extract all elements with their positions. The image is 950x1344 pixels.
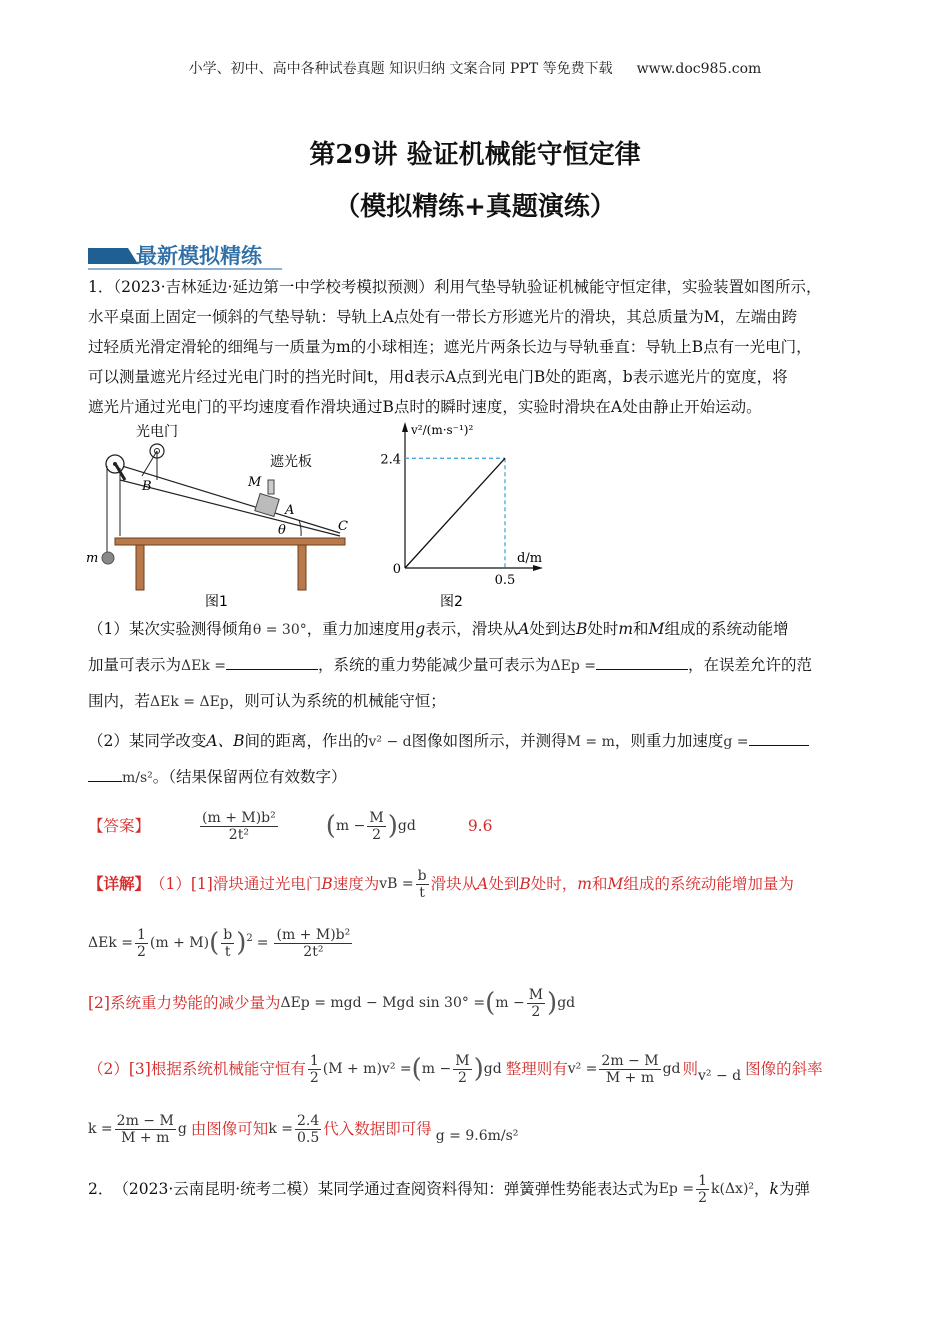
section-underline [88,268,282,270]
label-C: C [338,519,348,534]
question-1-part-1 [88,614,863,722]
q1-line: 过轻质光滑定滑轮的细绳与一质量为m的小球相连；遮光片两条长边与导轨垂直：导轨上B点有一光电门， [88,338,812,356]
figure-2-chart [360,418,560,614]
frac-b-t [221,927,234,960]
math-dEk: ΔEk = [181,658,227,674]
math-energy-eq: ΔEk = ΔEp [150,694,229,710]
math-vB: vB = [379,876,414,892]
figure-1-caption: 图1 [205,594,228,610]
denominator: 2 [457,1069,467,1086]
text: [2]系统重力势能的减少量为 [88,994,281,1012]
math-g: g = [723,734,749,750]
numerator: 2m − M [116,1112,174,1129]
answer-3: 9.6 [467,817,493,835]
numerator: b [417,867,427,884]
math-dEp: ΔEp = [550,658,597,674]
header-text: 小学、初中、高中各种试卷真题 知识归纳 文案合同 PPT 等免费下载 [188,61,613,77]
numerator: M [528,986,544,1003]
table-leg [136,545,144,590]
detail-label: 【详解】 [88,874,151,893]
frac-numbers [295,1113,321,1146]
text: 处到达 [529,620,576,638]
var-A: A [518,620,530,638]
var-A: A [477,875,489,893]
denominator: t [224,943,231,960]
frac-half [308,1053,321,1086]
x-tick-label: 0.5 [494,573,516,588]
q1-line: 利用气垫导轨验证机械能守恒定律，实验装置如图所示， [433,278,822,296]
q1-line: 可以测量遮光片经过光电门时的挡光时间t，用d表示A点到光电门B处的距离，b表示遮光片的宽度，将 [88,368,788,386]
numerator: M [455,1052,470,1069]
frac-b-t [416,868,429,901]
text: （1）[1]滑块通过光电门 [150,875,322,893]
text: 某同学通过查阅资料得知：弹簧弹性势能表达式为 [317,1180,659,1198]
text: 处时 [587,620,619,638]
q2-source: （2023·云南昆明·统考二模） [113,1180,318,1198]
label-shield: 遮光板 [270,454,312,470]
denominator: 2 [137,943,146,960]
var-m: m [618,620,634,638]
math: ΔEp = mgd − Mgd sin 30° = [280,995,486,1011]
math: ΔEk = [88,935,133,951]
section-label: 最新模拟精练 [136,244,262,268]
math: k = [88,1121,113,1137]
q2-number: 2． [88,1180,114,1198]
answer-1 [200,810,278,843]
denominator: 2 [698,1189,707,1206]
var-AB: A、B [206,732,245,750]
math: gd [662,1061,681,1077]
frac-M-2 [527,987,545,1020]
denominator: 2t² [303,943,324,960]
math: = [256,935,269,951]
section-bar-icon [88,248,128,264]
q1-number: 1． [88,278,114,296]
text: 代入数据即可得 [323,1120,432,1138]
var-M: M [607,875,624,893]
detail-line-1 [88,864,863,904]
text: （1）某次实验测得倾角 [88,620,253,638]
label-B: B [142,479,152,494]
ball-icon [102,552,114,564]
var-g: g [415,620,426,638]
light-shield [268,480,274,494]
answer-2-frac [367,810,385,843]
text: 围内，若 [88,692,151,710]
math: gd [557,995,576,1011]
answer-blank-3[interactable] [749,729,809,746]
text: （2）[3]根据系统机械能守恒有 [88,1060,306,1078]
text: （2）某同学改变 [88,732,207,750]
text: ，在误差允许的范 [688,656,813,674]
var-B: B [321,875,333,893]
denominator: M + m [605,1069,655,1086]
text: 和 [591,875,608,893]
denominator: 2t² [228,826,249,843]
text: 间的距离，作出的 [244,732,369,750]
text: 和 [633,620,649,638]
numerator: (m + M)b² [202,809,276,826]
rail-bottom [120,480,340,536]
header-url[interactable]: www.doc985.com [636,61,762,77]
unit-ms2: m/s² [122,770,153,786]
denominator: 0.5 [296,1129,320,1146]
detail-line-4 [88,1104,863,1154]
label-theta: θ [278,523,286,538]
table-leg [298,545,306,590]
frac-M-2 [453,1053,471,1086]
math-M-eq-m: M = m [566,734,615,750]
frac-slope [599,1053,660,1086]
math: m − [421,1061,452,1077]
q1-line: 遮光片通过光电门的平均速度看作滑块通过B点时的瞬时速度，实验时滑块在A处由静止开始运动。 [88,398,762,416]
question-2-stem [88,1164,863,1214]
section-heading [88,242,848,268]
frac-slope [115,1113,176,1146]
text: 表示，滑块从 [425,620,519,638]
rail-top [122,466,340,533]
text: 图像的斜率 [745,1060,823,1078]
text: 为弹 [778,1180,810,1198]
text: ，则可认为系统的机械能守恒； [228,692,446,710]
label-m: m [86,551,99,566]
page-title: 第29讲 验证机械能守恒定律 [309,140,641,170]
denominator: 2 [372,826,381,843]
y-tick-label: 2.4 [380,452,401,468]
y-axis-label: v²/(m·s⁻¹)² [411,423,474,437]
var-k: k [769,1180,779,1198]
math: (M + m)v² = [322,1061,412,1077]
answer-label: 【答案】 [88,817,151,835]
answer-2-pre: m − [335,818,366,834]
frac-half [696,1173,709,1206]
denominator: 2 [531,1003,541,1020]
denominator: M + m [121,1129,170,1146]
math: k(Δx)² [711,1181,755,1197]
math: gd [483,1061,502,1077]
numerator: (m + M)b² [276,926,351,943]
text: 由图像可知 [190,1120,269,1138]
numerator: 1 [137,926,146,943]
text: 。（结果保留两位有效数字） [152,768,347,786]
detail-line-3: （2）[3]根据系统机械能守恒有 $\frac{1}{2}$ (M + m)v² = ( m − $\frac{M}{2}$ ) gd 整理则有 v² = $\frac{2m - M}{M + m}$ gd 则 v² − d 图像的斜率 [88,1044,863,1094]
text: 加量可表示为 [88,656,182,674]
text: ，系统的重力势能减少量可表示为 [318,656,551,674]
figure-1-apparatus [80,418,370,614]
numerator: 1 [309,1052,319,1069]
x-axis-label: d/m [517,551,543,566]
denominator: t [419,884,425,901]
math: g [177,1121,187,1137]
math: v² = [567,1061,598,1077]
math: Ep = [658,1181,695,1197]
math: v² − d [698,1068,742,1084]
var-m: m [577,875,592,893]
text: ，重力加速度用 [306,620,416,638]
math: k = [268,1121,293,1137]
text: 组成的系统动能增 [664,620,789,638]
text: 处时， [530,875,578,893]
text: ， [754,1180,770,1198]
text: 速度为 [332,875,380,893]
text: ，则重力加速度 [614,732,724,750]
text: 处到 [488,875,520,893]
q1-source: （2023·吉林延边·延边第一中学校考模拟预测） [113,278,434,296]
math-v2d: v² − d [368,734,412,750]
label-photogate: 光电门 [136,424,178,440]
numerator: 2.4 [296,1112,320,1129]
y-axis-arrow-icon [402,422,408,432]
text: 则 [682,1060,699,1078]
numerator: M [369,809,384,826]
answer-blank-1[interactable] [226,653,318,670]
text: 图像如图所示，并测得 [411,732,567,750]
numerator: b [223,926,233,943]
math: (m + M) [149,935,210,951]
text: 整理则有 [505,1060,568,1078]
answer-blank-3b[interactable] [88,765,122,782]
answer-row: 【答案】 $\frac{\text{(m + M)b²}}{\text{2t²}}$ ( m − $\frac{M}{2}$ ) gd 9.6 [88,809,493,843]
series-line [405,458,505,568]
figure-2-caption: 图2 [440,594,463,610]
var-B: B [519,875,531,893]
label-M: M [248,475,262,490]
answer-blank-2[interactable] [596,653,688,670]
q1-line: 水平桌面上固定一倾斜的气垫导轨：导轨上A点处有一带长方形遮光片的滑块，其总质量为M，左端由跨 [88,308,798,326]
origin-label: 0 [392,562,401,577]
question-1-stem [88,272,863,422]
frac-result [274,927,352,960]
page-header [0,58,950,78]
denominator: 2 [309,1069,319,1086]
math-result: g = 9.6m/s² [435,1128,519,1144]
label-A: A [285,503,295,518]
numerator: 1 [698,1172,707,1189]
math-theta: θ = 30° [252,622,307,638]
frac-half [135,927,148,960]
text: 组成的系统动能增加量为 [623,875,794,893]
math: m − [495,995,525,1011]
var-M: M [648,620,665,638]
numerator: 2m − M [601,1052,659,1069]
detail-eq-1: ΔEk = $\frac{1}{2}$ (m + M) ( $\frac{b}{t}$ ) $^2$ = $\frac{\text{(m + M)b²}}{\text{2t²}}$ [88,918,863,968]
question-1-part-2 [88,726,863,798]
answer-2-post: gd [397,818,416,834]
exponent: 2 [246,933,253,944]
page-subtitle: （模拟精练+真题演练） [334,192,616,222]
table-top [115,538,345,545]
detail-line-2: [2]系统重力势能的减少量为 ΔEp = mgd − Mgd sin 30° = ( m − $\frac{M}{2}$ ) gd [88,986,576,1020]
text: 滑块从 [430,875,478,893]
var-B: B [575,620,588,638]
